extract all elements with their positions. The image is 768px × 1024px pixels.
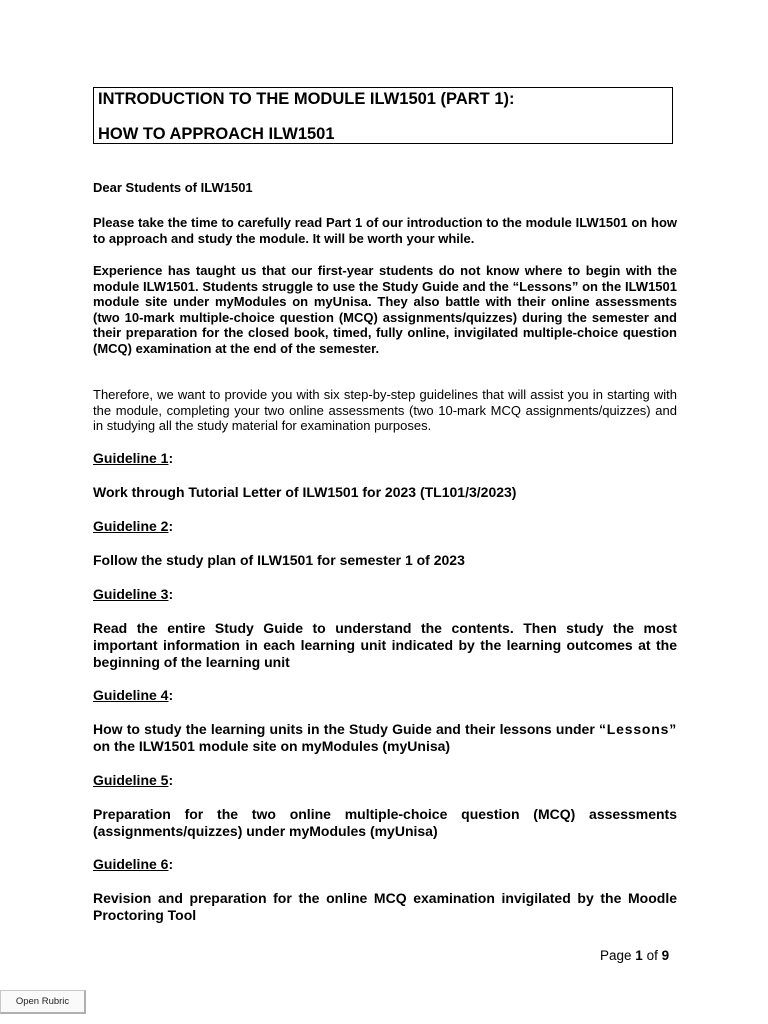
guideline-1-heading: Guideline 1: bbox=[93, 450, 174, 466]
guideline-4-text-before: How to study the learning units in the Study Guide and their lessons under bbox=[93, 721, 599, 737]
paragraph-2: Experience has taught us that our first-year students do not know where to begin with the module ILW1501. Students struggle to use the Study Guide and the “Lessons” on the ILW1501 module site under myModules on myUnisa. They also battle with their online assessments (two 10-mark multiple-choice question (MCQ) assignments/quizzes) during the semester and their preparation for the closed book, timed, fully online, invigilated multiple-choice question (MCQ) examination at the end of the semester. bbox=[93, 263, 677, 356]
open-rubric-button[interactable]: Open Rubric bbox=[0, 990, 86, 1014]
guideline-3-label: Guideline 3 bbox=[93, 586, 169, 602]
guideline-4-body bbox=[93, 721, 677, 755]
salutation-block bbox=[93, 180, 677, 196]
page-total: 9 bbox=[661, 948, 670, 963]
guideline-6-text: Revision and preparation for the online MCQ examination invigilated by the Moodle Proctoring Tool bbox=[93, 890, 677, 923]
guideline-3-body bbox=[93, 620, 677, 671]
guideline-5-label: Guideline 5 bbox=[93, 772, 169, 788]
guideline-5-text: Preparation for the two online multiple-choice question (MCQ) assessments (assignments/quizzes) under myModules (myUnisa) bbox=[93, 806, 677, 839]
guideline-5-heading: Guideline 5: bbox=[93, 772, 174, 788]
title-line-2: HOW TO APPROACH ILW1501 bbox=[98, 125, 335, 143]
paragraph-1: Please take the time to carefully read Part 1 of our introduction to the module ILW1501 on how to approach and study the module. It will be worth your while. bbox=[93, 215, 677, 246]
guideline-2-heading: Guideline 2: bbox=[93, 518, 174, 534]
salutation: Dear Students of ILW1501 bbox=[93, 180, 253, 195]
page-number bbox=[600, 948, 669, 964]
guideline-6-body bbox=[93, 890, 677, 924]
guideline-4-label: Guideline 4 bbox=[93, 687, 169, 703]
page-current: 1 bbox=[635, 948, 643, 963]
guideline-2-label: Guideline 2 bbox=[93, 518, 169, 534]
guideline-4-text-after: on the ILW1501 module site on myModules (myUnisa) bbox=[93, 738, 451, 754]
title-line-1: INTRODUCTION TO THE MODULE ILW1501 (PART 1): bbox=[98, 90, 515, 108]
guideline-4-text bbox=[93, 721, 677, 755]
page-word: Page bbox=[600, 948, 632, 963]
paragraph-3-block bbox=[93, 387, 677, 434]
guideline-5-body bbox=[93, 806, 677, 840]
guideline-6-label: Guideline 6 bbox=[93, 856, 169, 872]
guideline-6-heading: Guideline 6: bbox=[93, 856, 174, 872]
guideline-1-body bbox=[93, 484, 677, 501]
guideline-2-text: Follow the study plan of ILW1501 for semester 1 of 2023 bbox=[93, 552, 465, 568]
guideline-2-body bbox=[93, 552, 677, 569]
paragraph-2-block bbox=[93, 263, 677, 356]
guideline-1-label: Guideline 1 bbox=[93, 450, 169, 466]
guideline-4-heading: Guideline 4: bbox=[93, 687, 174, 703]
guideline-3-text: Read the entire Study Guide to understand the contents. Then study the most important information in each learning unit indicated by the learning outcomes at the beginning of the learning unit bbox=[93, 620, 677, 670]
paragraph-1-block bbox=[93, 215, 677, 246]
guideline-3-heading: Guideline 3: bbox=[93, 586, 174, 602]
paragraph-3: Therefore, we want to provide you with six step-by-step guidelines that will assist you in starting with the module, completing your two online assessments (two 10-mark MCQ assignments/quizzes) and in studying all the study material for examination purposes. bbox=[93, 387, 677, 433]
title-box bbox=[93, 87, 673, 144]
guideline-1-text: Work through Tutorial Letter of ILW1501 for 2023 (TL101/3/2023) bbox=[93, 484, 517, 500]
lessons-term: “Lessons” bbox=[599, 721, 677, 737]
of-word: of bbox=[646, 948, 658, 963]
